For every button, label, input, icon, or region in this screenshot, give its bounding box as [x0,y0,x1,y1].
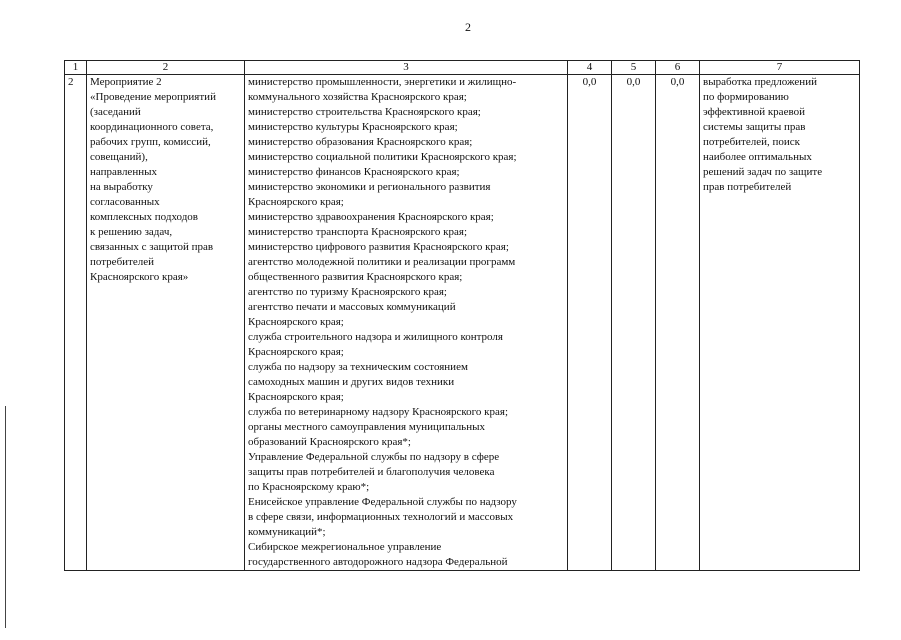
scan-edge-line [5,406,6,628]
header-col-4: 4 [568,61,612,75]
measures-table [64,60,860,571]
event-name-cell: Мероприятие 2 «Проведение мероприятий (заседаний координационного совета, рабочих групп, комиссий, совещаний), направленных на выработку согласованных комплексных подходов к решению задач, связанных с защитой прав потребителей Красноярского края» [87,75,245,571]
row-number: 2 [65,75,87,571]
header-col-6: 6 [656,61,700,75]
header-row [65,61,860,75]
value-col-6: 0,0 [656,75,700,571]
table-row [65,75,860,571]
header-col-5: 5 [612,61,656,75]
header-col-7: 7 [700,61,860,75]
value-col-5: 0,0 [612,75,656,571]
header-col-3: 3 [245,61,568,75]
expected-result-cell: выработка предложений по формированию эффективной краевой системы защиты прав потребителей, поиск наиболее оптимальных решений задач по защите прав потребителей [700,75,860,571]
header-col-2: 2 [87,61,245,75]
header-col-1: 1 [65,61,87,75]
executors-cell: министерство промышленности, энергетики и жилищно- коммунального хозяйства Красноярского края; министерство строительства Красноярского края; министерство культуры Красноярского края; министерство образования Красноярского края; министерство социальной политики Красноярского края; министерство финансов Красноярского края; министерство экономики и регионального развития Красноярского края; министерство здравоохранения Красноярского края; министерство транспорта Красноярского края; министерство цифрового развития Красноярского края; агентство молодежной политики и реализации программ общественного развития Красноярского края; агентство по туризму Красноярского края; агентство печати и массовых коммуникаций Красноярского края; служба строительного надзора и жилищного контроля Красноярского края; служба по надзору за техническим состоянием самоходных машин и других видов техники Красноярского края; служба по ветеринарному надзору Красноярского края; органы местного самоуправления муниципальных образований Красноярского края*; Управление Федеральной службы по надзору в сфере защиты прав потребителей и благополучия человека по Красноярскому краю*; Енисейское управление Федеральной службы по надзору в сфере связи, информационных технологий и массовых коммуникаций*; Сибирское межрегиональное управление государственного автодорожного надзора Федеральной [245,75,568,571]
value-col-4: 0,0 [568,75,612,571]
page-number: 2 [465,20,471,34]
